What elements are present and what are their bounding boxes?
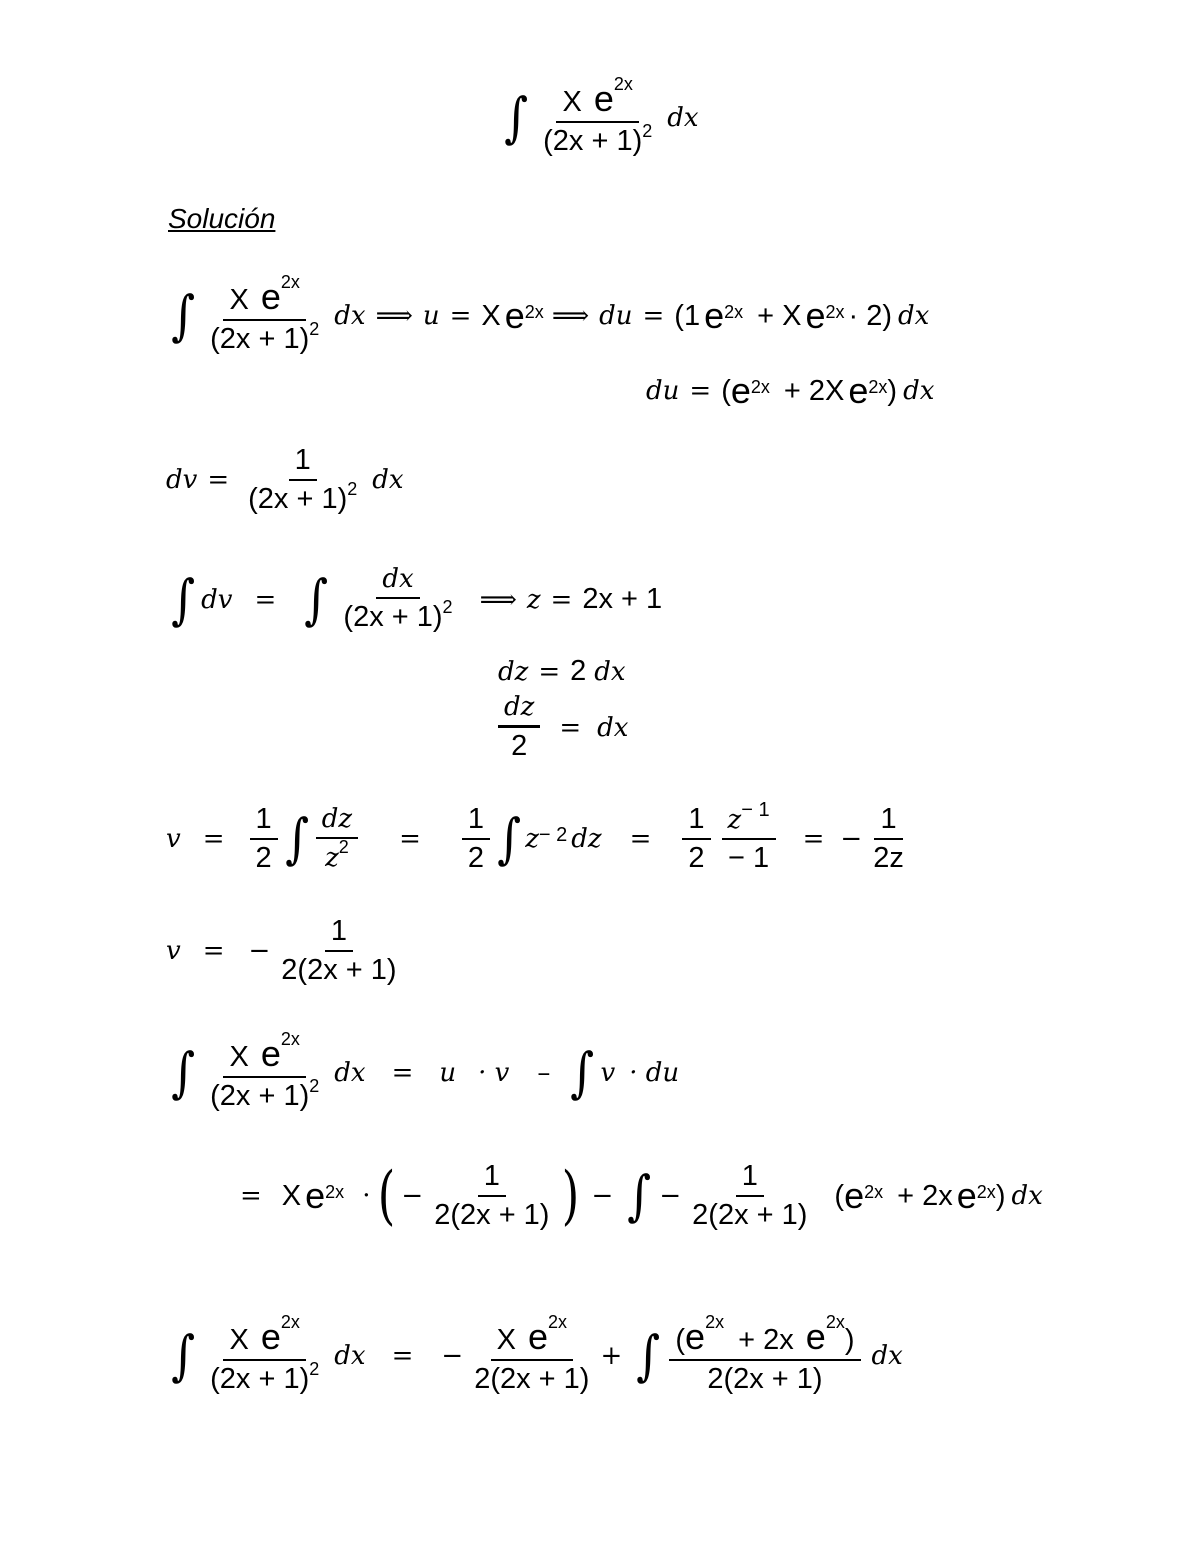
line-v-integration: v = $\frac{1}{2}$ ∫ $\frac{dz}{z^2}$ = $\frac{1}{2}$ ∫ z $^{- 2}$ dz = $\frac{1}{2}$ $\frac{z^{- 1}}{- 1}$ = − $\frac{1}{2z}$ xyxy=(166,799,904,875)
line-dz-over-2: $\frac{dz}{2}$ = dx xyxy=(495,693,628,763)
line-by-parts: ∫ $\frac{X e^{2x}}{(2x + 1)^2}$ dx = u · v – ∫ v · du xyxy=(171,1029,680,1113)
line-v-result: v = − $\frac{1}{2(2x + 1)}$ xyxy=(166,915,397,987)
line-dz: dz = 2 dx xyxy=(498,655,626,687)
problem-integral xyxy=(498,74,699,159)
line-final: ∫ $\frac{X e^{2x}}{(2x + 1)^2}$ dx = − $\frac{X e^{2x}}{2(2x + 1)}$ + ∫ $\frac{(e^{2x}+ 2x e^{2x})}{2(2x + 1)}$ dx xyxy=(171,1312,903,1396)
line-dv: dv = $\frac{1}{(2x + 1)^2}$ dx xyxy=(166,444,404,516)
numerator: X $e^{2x}$ xyxy=(556,78,638,123)
solution-heading: Solución xyxy=(168,203,276,234)
line-integral-dv: ∫ dv = ∫ $\frac{dx}{(2x + 1)^2}$ ⟹ z = 2x + 1 xyxy=(171,564,663,633)
denominator: $(2x + 1)^2$ xyxy=(543,121,653,158)
fraction: $\frac{X e^{2x}}{(2x + 1)^2}$ xyxy=(210,272,320,356)
integral-sign: ∫ xyxy=(171,284,196,348)
line-du: du = ( e $^{2x}$ + 2X e $^{2x}$ ) dx xyxy=(646,370,935,411)
integral-sign: ∫ xyxy=(504,86,529,150)
line-u-substitution: ∫ $\frac{X e^{2x}}{(2x + 1)^2}$ dx ⟹ u = X e $^{2x}$ ⟹ du = (1 e $^{2x}$ + X e $^{2x}$ · 2) dx xyxy=(171,272,930,356)
differential: dx xyxy=(667,103,699,134)
fraction xyxy=(537,74,658,159)
fraction: $\frac{dx}{(2x + 1)^2}$ xyxy=(343,564,453,633)
line-substitution: = X e $^{2x}$ · ( − $\frac{1}{2(2x + 1)}$ ) − ∫ − $\frac{1}{2(2x + 1)}$ ( e $^{2x}$ + 2x e $^{2x}$ ) dx xyxy=(240,1159,1043,1234)
fraction: $\frac{1}{(2x + 1)^2}$ xyxy=(248,444,358,516)
fraction: $\frac{dz}{2}$ xyxy=(498,693,540,763)
